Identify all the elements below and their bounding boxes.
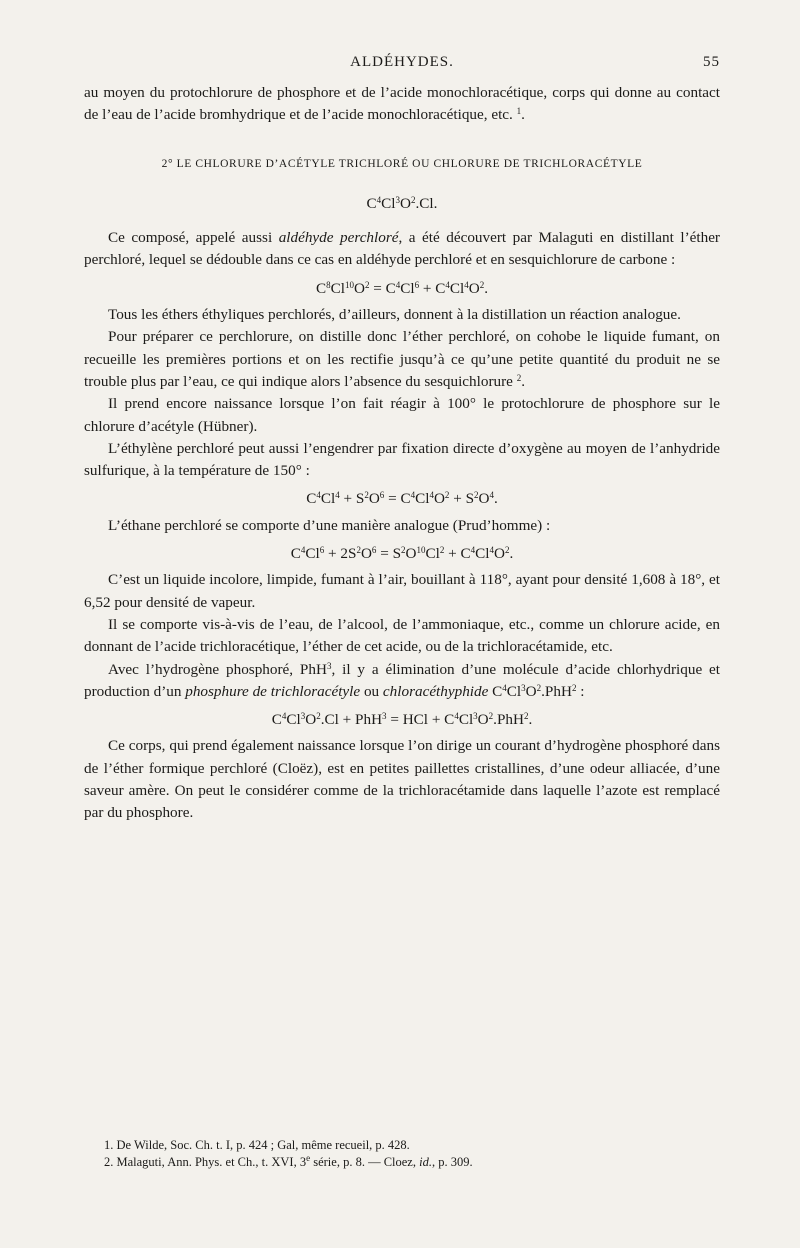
footnotes bbox=[104, 1137, 704, 1171]
page-number: 55 bbox=[703, 54, 720, 70]
footnote-1: 1. De Wilde, Soc. Ch. t. I, p. 424 ; Gal, même recueil, p. 428. bbox=[104, 1138, 410, 1152]
paragraph: Il se comporte vis-à-vis de l’eau, de l’alcool, de l’ammoniaque, etc., comme un chlorure acide, en donnant de l’acide trichloracétique, l’éther de cet acide, ou de la trichloracétamide, etc. bbox=[84, 615, 720, 656]
formula: $C^4Cl^3O^2.Cl + PhH^3$ = HCl + $C^4Cl^3O^2.PhH^2$. bbox=[271, 711, 533, 729]
page-body bbox=[84, 82, 720, 825]
formula: $C^4Cl^4 + S^2O^6 = C^4Cl^4O^2 + S^2O^4$. bbox=[306, 490, 498, 508]
section-heading: 2° LE CHLORURE D’ACÉTYLE TRICHLORÉ OU CHLORURE DE TRICHLORACÉTYLE bbox=[161, 157, 643, 170]
paragraph: Il prend encore naissance lorsque l’on fait réagir à 100° le protochlorure de phosphore sur le chlorure d’acétyle (Hübner). bbox=[84, 395, 720, 435]
paragraph: Tous les éthers éthyliques perchlorés, d’ailleurs, donnent à la distillation un réaction analogue. bbox=[108, 306, 681, 324]
paragraph-continuation: au moyen du protochlorure de phosphore et de l’acide monochloracétique, corps qui donne au contact de l’eau de l’acide bromhydrique et de l’acide monochloracétique, etc. $^1$. bbox=[84, 84, 720, 124]
formula: $C^8Cl^{10}O^2 = C^4Cl^6 + C^4Cl^4O^2$. bbox=[315, 279, 489, 297]
formula-main: $C^4Cl^3O^2.Cl$. bbox=[366, 194, 438, 212]
footnote-ref: 2 bbox=[516, 372, 522, 383]
paragraph: Ce composé, appelé aussi aldéhyde perchloré, a été découvert par Malaguti en distillant l’éther perchloré, lequel se dédouble dans ce cas en aldéhyde perchloré et en sesquichlorure de carbone : bbox=[84, 229, 720, 269]
paragraph: Ce corps, qui prend également naissance lorsque l’on dirige un courant d’hydrogène phosphoré dans de l’éther formique perchloré (Cloëz), est en petites paillettes cristallines, d’une odeur alliacée, d’une saveur amère. On peut le considérer comme de la trichloracétamide dans laquelle l’azote est remplacé par du phosphore. bbox=[84, 737, 720, 822]
paragraph: C’est un liquide incolore, limpide, fumant à l’air, bouillant à 118°, ayant pour densité 1,608 à 18°, et 6,52 pour densité de vapeur. bbox=[84, 571, 720, 611]
formula: $C^4Cl^6 + 2S^2O^6 = S^2O^{10}Cl^2 + C^4Cl^4O^2$. bbox=[290, 545, 514, 563]
footnote-2: 2. Malaguti, Ann. Phys. et Ch., t. XVI, 3e série, p. 8. — Cloez, id., p. 309. bbox=[104, 1153, 473, 1169]
paragraph: L’éthylène perchloré peut aussi l’engendrer par fixation directe d’oxygène au moyen de l’anhydride sulfurique, à la température de 150° : bbox=[84, 439, 720, 480]
running-header bbox=[84, 54, 720, 74]
paragraph: Pour préparer ce perchlorure, on distille donc l’éther perchloré, on cohobe le liquide fumant, on recueille les premières portions et on les rectifie jusqu’à ce qu’une petite quantité du produit ne se trouble plus par l’eau, ce qui indique alors l’absence du sesquichlorure $^2$. bbox=[84, 328, 720, 390]
paragraph: L’éthane perchloré se comporte d’une manière analogue (Prud’homme) : bbox=[108, 516, 551, 534]
footnote-ref: 1 bbox=[516, 106, 522, 117]
header-title: ALDÉHYDES. bbox=[350, 54, 454, 70]
paragraph: Avec l’hydrogène phosphoré, PhH$^3$, il y a élimination d’une molécule d’acide chlorhydrique et production d’un phosphure de trichloracétyle ou chloracéthyphide $C^4Cl^3O^2.PhH^2$ : bbox=[84, 660, 721, 700]
